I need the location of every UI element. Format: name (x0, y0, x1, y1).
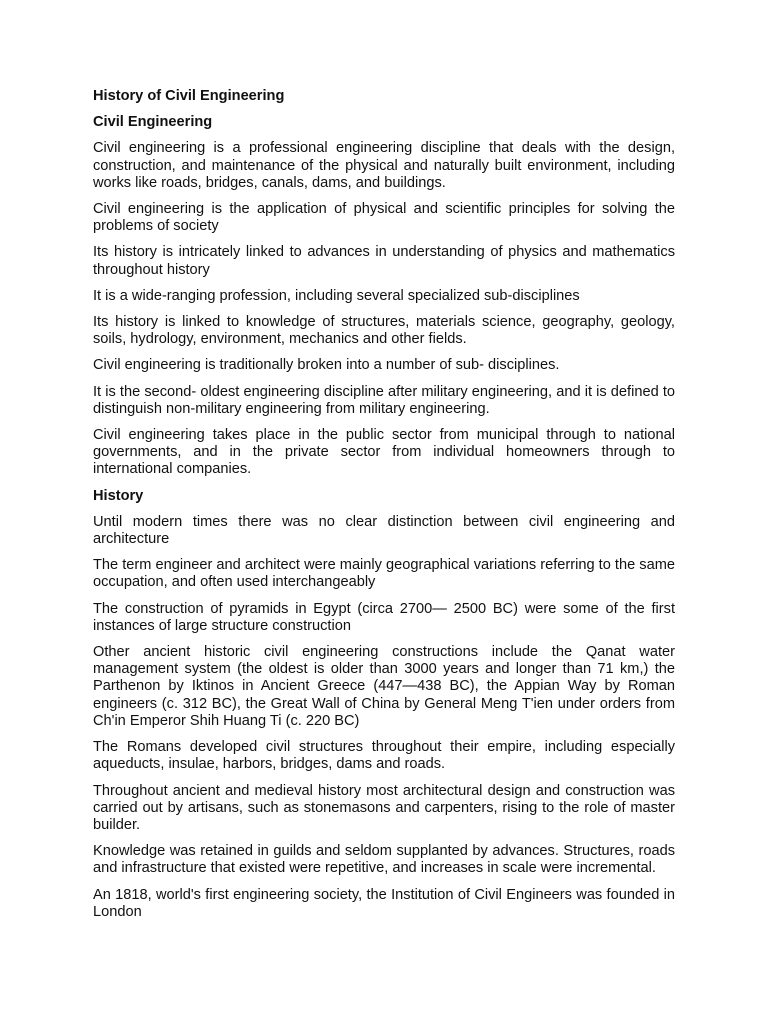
paragraph: Its history is linked to knowledge of structures, materials science, geography, geology, soils, hydrology, environment, mechanics and other fields. (93, 314, 675, 348)
paragraph: The Romans developed civil structures throughout their empire, including especially aqueducts, insulae, harbors, bridges, dams and roads. (93, 739, 675, 773)
paragraph: The term engineer and architect were mainly geographical variations referring to the same occupation, and often used interchangeably (93, 557, 675, 591)
document-title: History of Civil Engineering (93, 88, 285, 104)
section-heading: Civil Engineering (93, 114, 213, 131)
section-heading: History (93, 487, 144, 504)
paragraph: Knowledge was retained in guilds and seldom supplanted by advances. Structures, roads and infrastructure that existed were repetitive, and increases in scale were incremental. (93, 843, 675, 877)
paragraph: Until modern times there was no clear distinction between civil engineering and architecture (93, 513, 675, 548)
paragraph: Civil engineering is traditionally broken into a number of sub- disciplines. (93, 357, 560, 374)
paragraph: Civil engineering is a professional engineering discipline that deals with the design, construction, and maintenance of the physical and naturally built environment, including works like roads, bridges, canals, dams, and buildings. (93, 140, 675, 191)
document-body (93, 86, 675, 930)
paragraph: Civil engineering takes place in the public sector from municipal through to national governments, and in the private sector from individual homeowners through to international companies. (93, 427, 675, 478)
paragraph: Other ancient historic civil engineering constructions include the Qanat water management system (the oldest is older than 3000 years and longer than 71 km,) the Parthenon by Iktinos in Ancient Greece (447—438 BC), the Appian Way by Roman engineers (c. 312 BC), the Great Wall of China by General Meng T'ien under orders from Ch'in Emperor Shih Huang Ti (c. 220 BC) (93, 644, 675, 729)
paragraph: An 1818, world's first engineering society, the Institution of Civil Engineers was founded in London (93, 886, 675, 920)
paragraph: It is a wide-ranging profession, including several specialized sub-disciplines (93, 287, 580, 304)
section-history (93, 488, 675, 921)
paragraph: The construction of pyramids in Egypt (circa 2700— 2500 BC) were some of the first instances of large structure construction (93, 600, 675, 634)
paragraph: Throughout ancient and medieval history most architectural design and construction was carried out by artisans, such as stonemasons and carpenters, rising to the role of master builder. (93, 782, 675, 833)
paragraph: Its history is intricately linked to advances in understanding of physics and mathematics throughout history (93, 244, 675, 278)
section-civil-engineering (93, 114, 675, 478)
paragraph: It is the second- oldest engineering discipline after military engineering, and it is defined to distinguish non-military engineering from military engineering. (93, 383, 675, 417)
paragraph: Civil engineering is the application of physical and scientific principles for solving the problems of society (93, 201, 675, 235)
